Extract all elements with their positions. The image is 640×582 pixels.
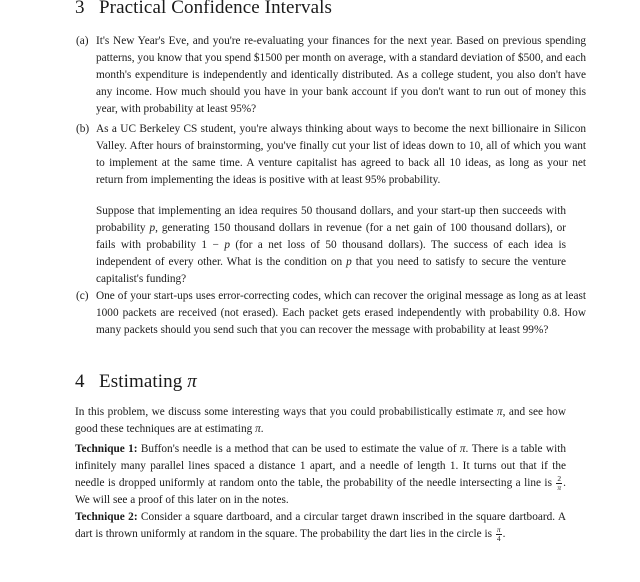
section-4-number: 4 [75, 371, 85, 392]
problem-item-c [76, 288, 586, 339]
fraction-pi-over-4: $\frac{\pi}{4}$ [496, 525, 501, 543]
pi-symbol: π [496, 406, 503, 418]
problem-item-b [76, 121, 586, 189]
section-3-heading [75, 0, 332, 19]
item-b-label: (b) [76, 123, 90, 135]
variable-p: p [224, 238, 230, 251]
item-a-text: It's New Year's Eve, and you're re-evaluating your finances for the next year. Based on previous spending patterns, you know that you spend $1500 per month on average, with a standard deviation of $500, and each month's expenditure is independently and identically distributed. As a college student, you also don't have any income. How much should you have in your bank account if you don't want to run out of money this year, with probability at least 95%? [96, 35, 586, 115]
item-a-label: (a) [76, 35, 89, 47]
pi-symbol: π [255, 422, 261, 435]
section-4-title: Estimating [99, 371, 183, 392]
variable-p: p [149, 221, 156, 234]
item-c-text: One of your start-ups uses error-correcting codes, which can recover the original message as long as at least 1000 packets are received (not erased). Each packet gets erased independently with probability 0.8. How many packets should you send such that you can recover the message with probability at least 99%? [96, 290, 586, 336]
technique-2-paragraph: Technique 2: Consider a square dartboard, and a circular target drawn inscribed in the square dartboard. A dart is thrown uniformly at random in the square. The probability the dart lies in the circle is $\frac{\pi}{4}$ . [75, 511, 566, 543]
technique-2-name: Technique 2: [75, 511, 138, 523]
item-c-label: (c) [76, 290, 89, 302]
problem-item-b-paragraph-2: Suppose that implementing an idea requires 50 thousand dollars, and your start-up then succeeds with probability p, generating 150 thousand dollars in revenue (for a net gain of 100 thousand dollars), or fails with probability 1 − p (for a net loss of 50 thousand dollars). The success of each idea is independent of every other. What is the condition on p that you need to satisfy to secure the venture capitalist's funding? [96, 205, 566, 285]
problem-item-a [76, 33, 586, 118]
pi-symbol: π [459, 443, 466, 455]
section-4-heading [75, 371, 197, 393]
section-3-number: 3 [75, 0, 85, 18]
section-3-title: Practical Confidence Intervals [99, 0, 333, 18]
item-b-text: As a UC Berkeley CS student, you're always thinking about ways to become the next billionaire in Silicon Valley. After hours of brainstorming, you've finally cut your list of ideas down to 10, all of which you want to implement at the same time. A venture capitalist has agreed to back all 10 ideas, as long as your net return from implementing the ideas is positive with at least 95% probability. [96, 123, 586, 186]
technique-1-paragraph: Technique 1: Buffon's needle is a method that can be used to estimate the value of π. There is a table with infinitely many parallel lines spaced a distance 1 apart, and a needle of length 1. It turns out that if the needle is dropped uniformly at random onto the table, the probability of the needle intersecting a line is $\frac{2}{\pi}$ . We will see a proof of this later on in the notes. [75, 443, 566, 506]
fraction-2-over-pi: $\frac{2}{\pi}$ [557, 474, 562, 492]
pi-symbol: π [187, 371, 197, 392]
technique-1-name: Technique 1: [75, 443, 138, 455]
variable-p: p [346, 255, 352, 268]
section-4-intro: In this problem, we discuss some interesting ways that you could probabilistically estimate π, and see how good these techniques are at estimating π. [75, 406, 566, 435]
